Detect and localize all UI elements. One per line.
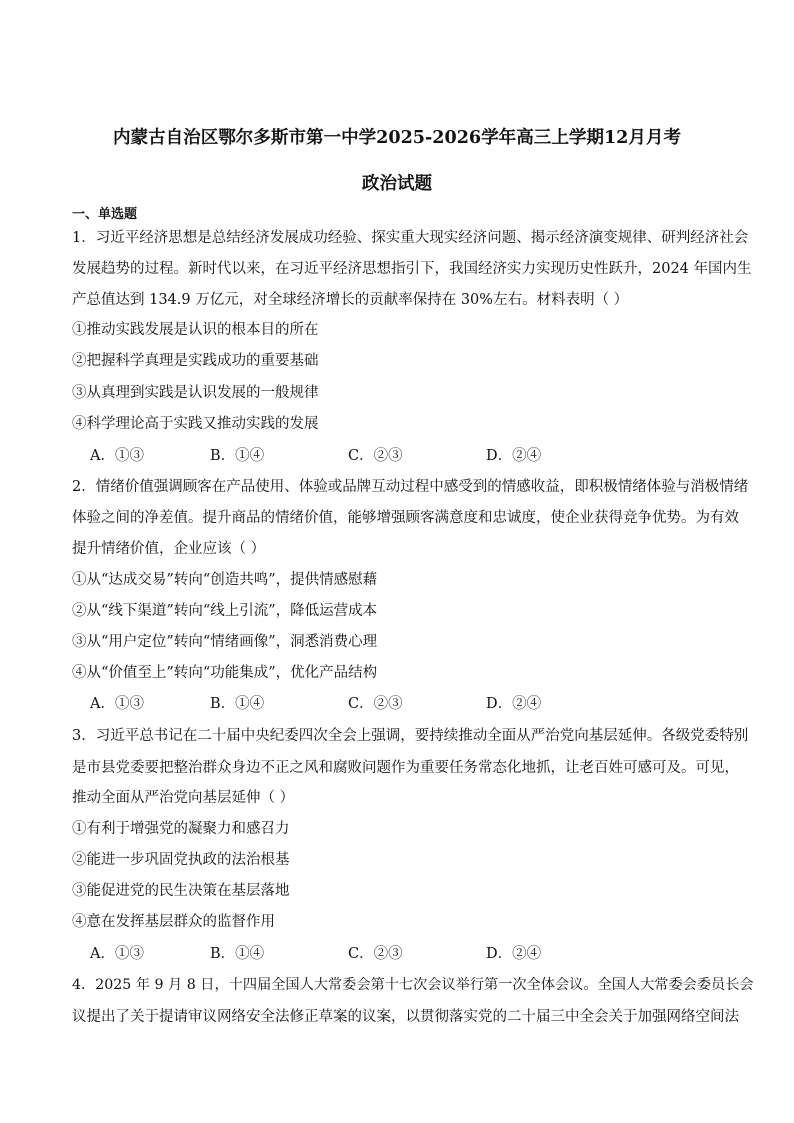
choice-b: B．①④ [210, 946, 265, 962]
question-2-option-3: ③从“用户定位”转向“情绪画像”，洞悉消费心理 [72, 634, 378, 650]
choice-d: D．②④ [486, 946, 542, 962]
question-2-text-line-1: 2．情绪价值强调顾客在产品使用、体验或品牌互动过程中感受到的情感收益，即积极情绪体验与消极情绪 [72, 479, 749, 495]
question-2-text-line-3: 提升情绪价值，企业应该（ ） [72, 541, 266, 557]
document-title-line-1: 内蒙古自治区鄂尔多斯市第一中学2025-2026学年高三上学期12月月考 [112, 128, 682, 148]
question-1-option-1: ①推动实践发展是认识的根本目的所在 [72, 322, 319, 338]
question-1-text-line-3: 产总值达到 134.9 万亿元，对全球经济增长的贡献率保持在 30%左右。材料表明（ ） [72, 292, 629, 308]
question-3-text-line-1: 3．习近平总书记在二十届中央纪委四次全会上强调，要持续推动全面从严治党向基层延伸。各级党委特别 [72, 728, 749, 744]
question-3-option-4: ④意在发挥基层群众的监督作用 [72, 914, 275, 930]
question-1-text-line-1: 1．习近平经济思想是总结经济发展成功经验、探实重大现实经济问题、揭示经济演变规律、研判经济社会 [72, 230, 749, 246]
choice-a: A．①③ [90, 946, 144, 962]
question-4-text-line-1: 4．2025 年 9 月 8 日，十四届全国人大常委会第十七次会议举行第一次全体会议。全国人大常委会委员长会 [72, 977, 754, 993]
choice-d: D．②④ [486, 696, 542, 712]
question-2-option-1: ①从“达成交易”转向“创造共鸣”，提供情感慰藉 [72, 572, 378, 588]
question-3-option-3: ③能促进党的民生决策在基层落地 [72, 883, 290, 899]
choice-a: A．①③ [90, 696, 144, 712]
document-title-line-2: 政治试题 [361, 174, 433, 194]
question-3-text-line-3: 推动全面从严治党向基层延伸（ ） [72, 790, 295, 806]
question-2-option-4: ④从“价值至上”转向“功能集成”，优化产品结构 [72, 665, 378, 681]
question-2-option-2: ②从“线下渠道”转向“线上引流”，降低运营成本 [72, 603, 378, 619]
question-1-option-2: ②把握科学真理是实践成功的重要基础 [72, 353, 319, 369]
question-3-option-1: ①有利于增强党的凝聚力和感召力 [72, 821, 290, 837]
question-3-option-2: ②能进一步巩固党执政的法治根基 [72, 852, 290, 868]
choice-b: B．①④ [210, 696, 265, 712]
question-2-text-line-2: 体验之间的净差值。提升商品的情绪价值，能够增强顾客满意度和忠诚度，使企业获得竞争优势。为有效 [72, 510, 739, 526]
question-3-text-line-2: 是市县党委要把整治群众身边不正之风和腐败问题作为重要任务常态化地抓，让老百姓可感可及。可见， [72, 760, 739, 776]
choice-c: C．②③ [348, 448, 403, 464]
choice-d: D．②④ [486, 448, 542, 464]
question-1-option-3: ③从真理到实践是认识发展的一般规律 [72, 385, 319, 401]
question-1-option-4: ④科学理论高于实践又推动实践的发展 [72, 416, 319, 432]
choice-c: C．②③ [348, 696, 403, 712]
choice-c: C．②③ [348, 946, 403, 962]
question-4-text-line-2: 议提出了关于提请审议网络安全法修正草案的议案，以贯彻落实党的二十届三中全会关于加强网络空间法 [72, 1009, 739, 1025]
choice-a: A．①③ [90, 448, 144, 464]
question-1-text-line-2: 发展趋势的过程。新时代以来，在习近平经济思想指引下，我国经济实力实现历史性跃升，2024 年国内生 [72, 261, 752, 277]
choice-b: B．①④ [210, 448, 265, 464]
section-heading: 一、单选题 [72, 207, 138, 222]
